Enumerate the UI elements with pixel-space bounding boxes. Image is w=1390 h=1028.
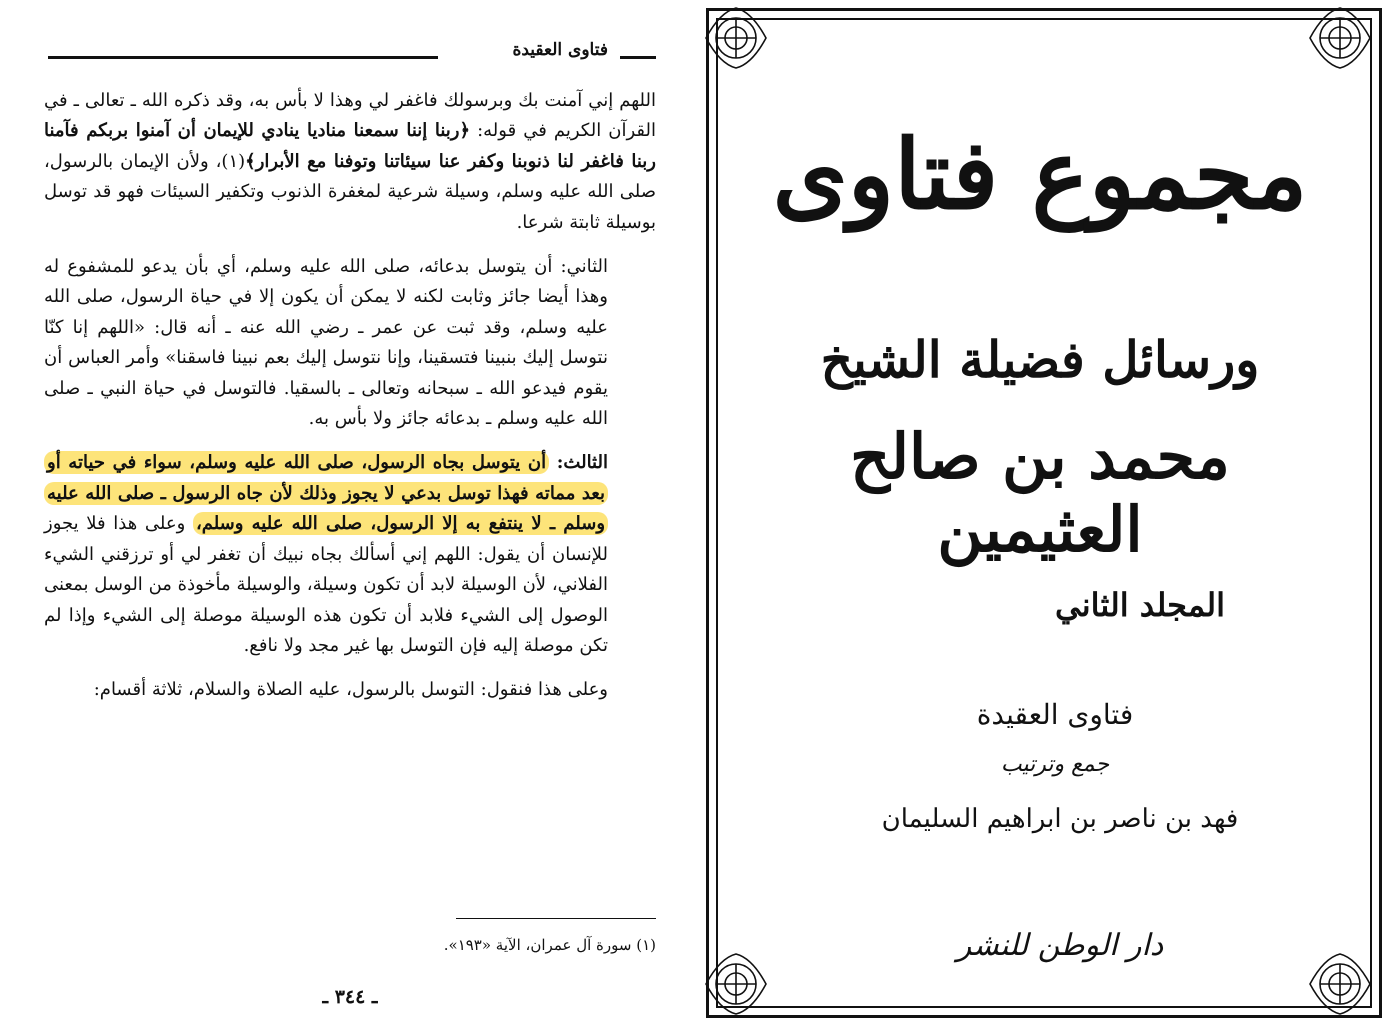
footnote-rule <box>456 918 656 919</box>
body-text <box>44 86 656 706</box>
page-number: ـ ٣٤٤ ـ <box>322 986 378 1008</box>
body-paragraph <box>44 86 656 238</box>
body-paragraph <box>44 252 656 434</box>
footnote: (١) سورة آل عمران، الآية «١٩٣». <box>443 936 656 954</box>
book-main-title: مجموع فتاوى <box>772 118 1308 231</box>
compiler-name: فهد بن ناصر بن ابراهيم السليمان <box>881 804 1239 834</box>
volume-label: المجلد الثاني <box>1055 586 1225 624</box>
header-rule-short <box>620 56 656 59</box>
book-subtitle: ورسائل فضيلة الشيخ <box>820 330 1260 389</box>
left-page <box>0 0 690 1028</box>
ornament-corner-bottom-right <box>1304 948 1376 1020</box>
right-page <box>690 0 1390 1028</box>
body-paragraph <box>44 675 656 705</box>
ornament-corner-top-left <box>700 2 772 74</box>
paragraph-text: الثاني: أن يتوسل بدعائه، صلى الله عليه وسلم، أي بأن يدعو للمشفوع له وهذا أيضا جائز وثابت لكنه لا يمكن أن يكون إلا في حياة الرسول، صلى الله عليه وسلم، وقد ثبت عن عمر ـ رضي الله عنه ـ أنه قال: «اللهم إنا كنّا نتوسل إليك بنبينا فتسقينا، وإنا نتوسل إليك بعم نبينا فاسقنا» وأمر العباس أن يقوم فيدعو الله ـ سبحانه وتعالى ـ بالسقيا. فالتوسل في حياة النبي ـ صلى الله عليه وسلم ـ بدعائه جائز ولا بأس به. <box>44 256 608 430</box>
running-header-title: فتاوى العقيدة <box>512 40 608 60</box>
paragraph-text: ﴿ربنا إننا سمعنا مناديا ينادي للإيمان أن آمنوا بربكم فآمنا ربنا فاغفر لنا ذنوبنا وكفر عنا سيئاتنا وتوفنا مع الأبرار﴾ <box>44 120 656 172</box>
paragraph-text: (١)، ولأن الإيمان بالرسول، صلى الله عليه وسلم، وسيلة شرعية لمغفرة الذنوب وتكفير السيئات فهو قد توسل بوسيلة ثابتة شرعا. <box>44 150 656 233</box>
section-title: فتاوى العقيدة <box>976 698 1134 731</box>
ornament-corner-bottom-left <box>700 948 772 1020</box>
paragraph-text: وعلى هذا فلا يجوز للإنسان أن يقول: اللهم إني أسألك بجاه نبيك أن تغفر لي أو ترزقني الشيء الفلاني، لأن الوسيلة لابد أن تكون وسيلة، والوسيلة مأخوذة من الوسل بمعنى الوصول إلى الشيء فلابد أن تكون هذه الوسيلة موصلة إلى الشيء وإذا لم تكن موصلة إليه فإن التوسل بها غير مجد ولا نافع. <box>44 513 608 656</box>
running-header <box>48 38 656 68</box>
body-paragraph <box>44 448 656 661</box>
header-rule <box>48 56 438 59</box>
paragraph-text: اللهم إني آمنت بك وبرسولك فاغفر لي وهذا لا بأس به، وقد ذكره الله ـ تعالى ـ في القرآن الكريم في قوله: <box>44 90 657 142</box>
paragraph-text: وعلى هذا فنقول: التوسل بالرسول، عليه الصلاة والسلام، ثلاثة أقسام: <box>93 679 608 701</box>
compiled-by-label: جمع وترتيب <box>1000 752 1110 777</box>
publisher: دار الوطن للنشر <box>956 928 1164 963</box>
paragraph-text: الثالث: <box>549 452 608 474</box>
ornament-corner-top-right <box>1304 2 1376 74</box>
book-author: محمد بن صالح العثيمين <box>850 420 1230 566</box>
highlighted-text: أن يتوسل بجاه الرسول، صلى الله عليه وسلم، سواء في حياته أو بعد مماته فهذا توسل بدعي لا يجوز وذلك لأن جاه الرسول ـ صلى الله عليه وسلم ـ لا ينتفع به إلا الرسول، صلى الله عليه وسلم، <box>44 451 608 535</box>
